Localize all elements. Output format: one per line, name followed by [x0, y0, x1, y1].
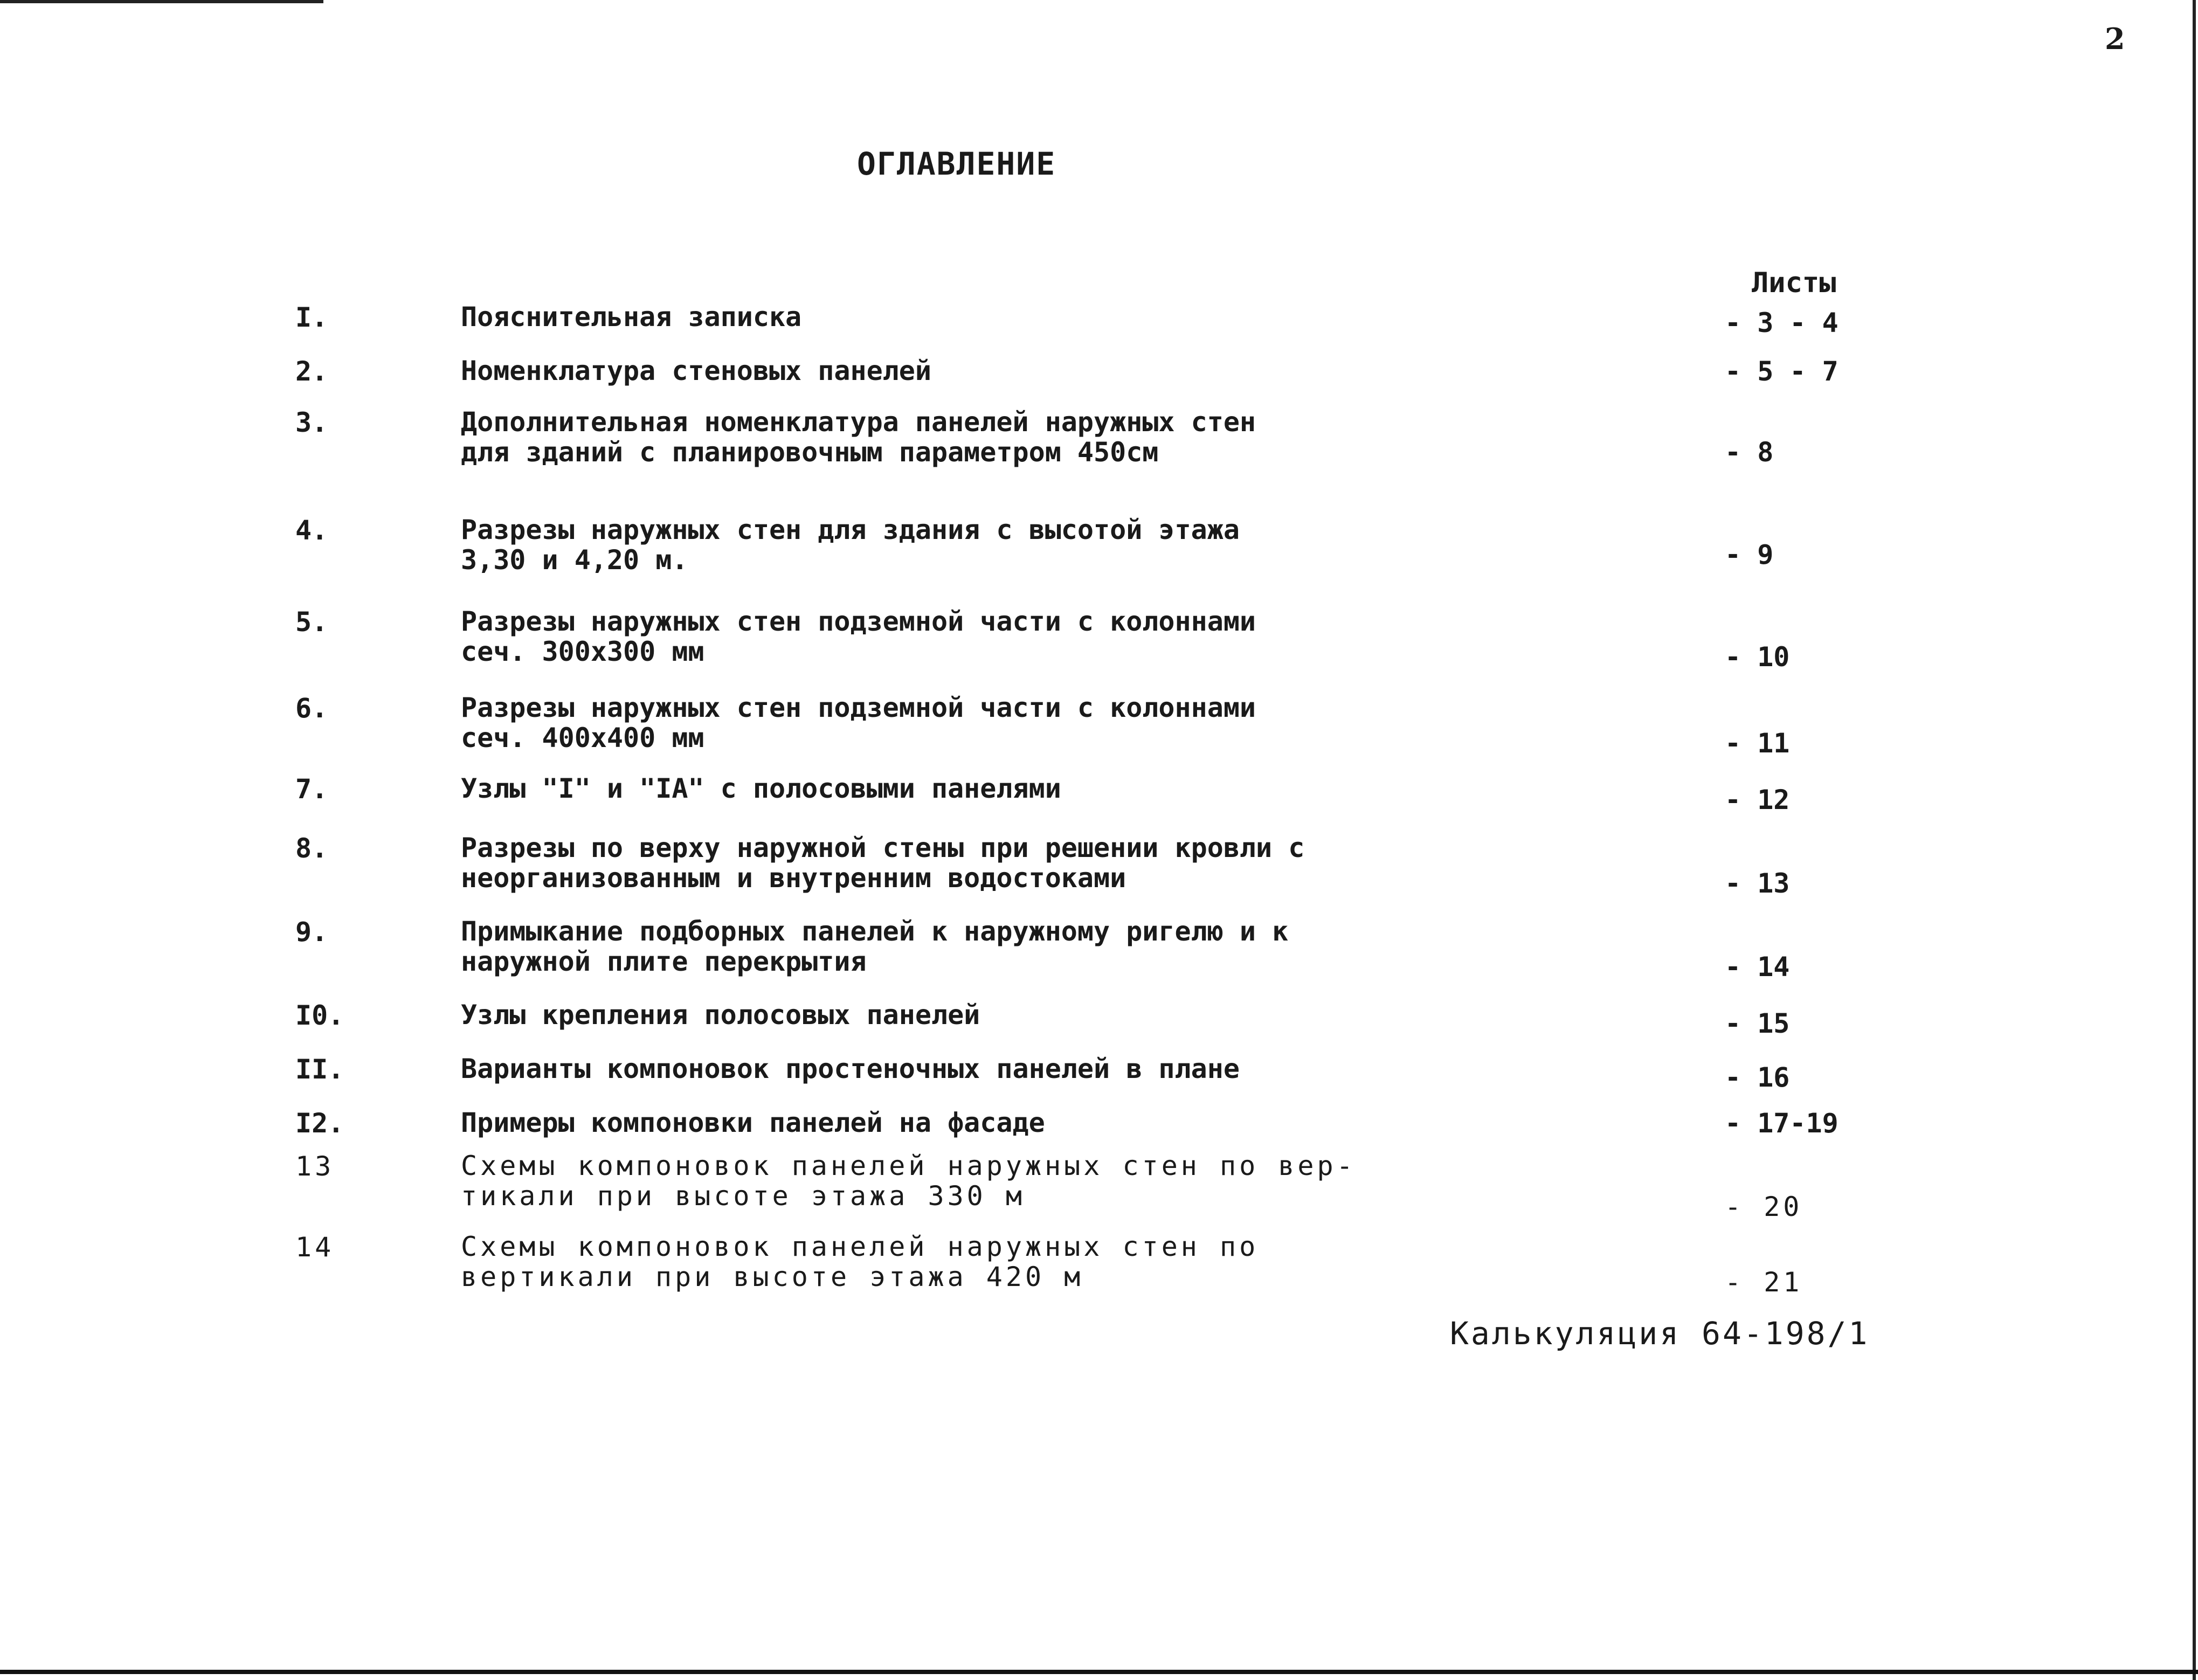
- toc-entry-number: II.: [295, 1054, 344, 1085]
- toc-entry-title: Разрезы наружных стен подземной части с колоннами сеч. 400х400 мм: [461, 692, 1256, 753]
- scan-edge-right: [2193, 0, 2196, 1680]
- toc-entry-number: 14: [295, 1232, 335, 1263]
- toc-entry-title: Схемы компоновок панелей наружных стен по вертикали при высоте этажа 420 м: [461, 1231, 1259, 1292]
- scan-edge-top: [0, 0, 323, 3]
- toc-entry-title: Разрезы наружных стен подземной части с колоннами сеч. 300х300 мм: [461, 606, 1256, 667]
- toc-entry-sheets: - 8: [1725, 437, 1774, 468]
- toc-entry-sheets: - 11: [1725, 728, 1790, 759]
- toc-entry-number: I0.: [295, 1000, 344, 1031]
- scan-edge-bottom: [0, 1670, 2198, 1674]
- sheets-column-header: Листы: [1752, 267, 1836, 299]
- toc-entry-number: 8.: [295, 833, 328, 864]
- toc-entry-number: 4.: [295, 515, 328, 546]
- toc-entry-sheets: - 17-19: [1725, 1108, 1838, 1139]
- toc-entry-sheets: - 16: [1725, 1062, 1790, 1093]
- calculation-note: Калькуляция 64-198/1: [1450, 1315, 1870, 1352]
- toc-entry-title: Примеры компоновки панелей на фасаде: [461, 1107, 1045, 1138]
- toc-entry-number: I.: [295, 302, 328, 333]
- toc-entry-title: Узлы "I" и "IA" с полосовыми панелями: [461, 773, 1061, 804]
- toc-entry-title: Разрезы наружных стен для здания с высотой этажа 3,30 и 4,20 м.: [461, 514, 1240, 576]
- toc-entry-number: 2.: [295, 356, 328, 387]
- toc-entry-sheets: - 3 - 4: [1725, 307, 1838, 338]
- toc-entry-number: 13: [295, 1151, 335, 1182]
- toc-entry-title: Примыкание подборных панелей к наружному ригелю и к наружной плите перекрытия: [461, 916, 1289, 977]
- toc-entry-title: Номенклатура стеновых панелей: [461, 355, 931, 386]
- toc-entry-sheets: - 20: [1725, 1191, 1803, 1222]
- toc-entry-number: 6.: [295, 693, 328, 724]
- toc-entry-sheets: - 14: [1725, 951, 1790, 983]
- toc-entry-title: Дополнительная номенклатура панелей наружных стен для зданий с планировочным параметром 450см: [461, 406, 1256, 468]
- toc-entry-number: 9.: [295, 916, 328, 948]
- toc-entry-sheets: - 15: [1725, 1008, 1790, 1039]
- toc-entry-title: Схемы компоновок панелей наружных стен по вер- тикали при высоте этажа 330 м: [461, 1150, 1356, 1212]
- toc-entry-sheets: - 13: [1725, 868, 1790, 899]
- toc-entry-sheets: - 12: [1725, 784, 1790, 815]
- toc-entry-title: Пояснительная записка: [461, 301, 802, 333]
- toc-entry-sheets: - 10: [1725, 641, 1790, 673]
- toc-entry-title: Разрезы по верху наружной стены при решении кровли с неорганизованным и внутренним водостоками: [461, 832, 1305, 894]
- page-title: ОГЛАВЛЕНИЕ: [857, 146, 1056, 182]
- toc-entry-number: 3.: [295, 407, 328, 438]
- toc-entry-sheets: - 9: [1725, 539, 1774, 570]
- toc-entry-number: 7.: [295, 773, 328, 805]
- toc-entry-number: I2.: [295, 1108, 344, 1139]
- toc-entry-title: Варианты компоновок простеночных панелей в плане: [461, 1053, 1240, 1084]
- page-number: 2: [2105, 22, 2125, 56]
- toc-entry-sheets: - 5 - 7: [1725, 356, 1838, 387]
- toc-entry-number: 5.: [295, 606, 328, 638]
- toc-entry-sheets: - 21: [1725, 1267, 1803, 1298]
- toc-entry-title: Узлы крепления полосовых панелей: [461, 999, 980, 1031]
